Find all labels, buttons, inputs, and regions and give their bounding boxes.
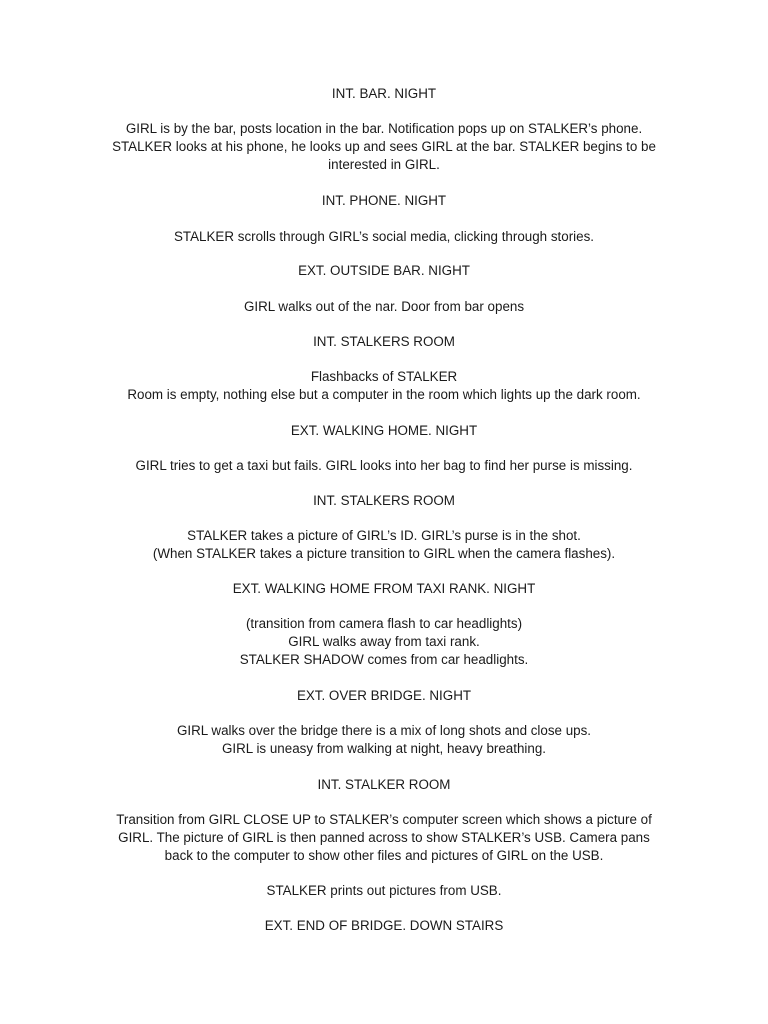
text-line: STALKER prints out pictures from USB.: [266, 883, 502, 898]
scene-heading: [80, 776, 688, 794]
action-paragraph: [80, 882, 688, 900]
action-paragraph: [80, 368, 688, 404]
text-line: (When STALKER takes a picture transition to GIRL when the camera flashes).: [152, 545, 616, 561]
text-line: INT. BAR. NIGHT: [331, 86, 437, 101]
text-line: EXT. OVER BRIDGE. NIGHT: [296, 688, 472, 703]
text-line: back to the computer to show other files and pictures of GIRL on the USB.: [164, 847, 604, 863]
action-paragraph: [80, 527, 688, 563]
text-line: GIRL walks out of the nar. Door from bar opens: [243, 299, 525, 314]
scene-heading: [80, 262, 688, 280]
text-line: INT. PHONE. NIGHT: [321, 193, 447, 208]
scene-heading: [80, 492, 688, 510]
text-line: interested in GIRL.: [328, 156, 440, 172]
text-line: STALKER takes a picture of GIRL’s ID. GIRL’s purse is in the shot.: [187, 528, 581, 543]
text-line: GIRL is by the bar, posts location in the bar. Notification pops up on STALKER’s phone.: [125, 121, 643, 136]
text-line: Room is empty, nothing else but a computer in the room which lights up the dark room.: [127, 386, 641, 402]
scene-heading: [80, 85, 688, 103]
text-line: STALKER looks at his phone, he looks up and sees GIRL at the bar. STALKER begins to be: [112, 138, 656, 154]
text-line: STALKER SHADOW comes from car headlights.: [239, 651, 529, 667]
text-line: STALKER scrolls through GIRL’s social media, clicking through stories.: [174, 229, 594, 244]
text-line: EXT. WALKING HOME. NIGHT: [290, 423, 478, 438]
text-line: EXT. WALKING HOME FROM TAXI RANK. NIGHT: [232, 581, 536, 596]
scene-heading: [80, 192, 688, 210]
action-paragraph: [80, 228, 688, 246]
scene-heading: [80, 333, 688, 351]
scene-heading: [80, 422, 688, 440]
text-line: EXT. END OF BRIDGE. DOWN STAIRS: [264, 918, 504, 933]
action-paragraph: [80, 120, 688, 173]
text-line: Transition from GIRL CLOSE UP to STALKER’s computer screen which shows a picture of: [116, 812, 652, 827]
scene-heading: [80, 687, 688, 705]
scene-heading: [80, 917, 688, 935]
action-paragraph: [80, 722, 688, 758]
text-line: INT. STALKERS ROOM: [313, 493, 455, 508]
text-line: GIRL walks over the bridge there is a mix of long shots and close ups.: [176, 723, 592, 738]
action-paragraph: [80, 811, 688, 864]
text-line: INT. STALKER ROOM: [317, 777, 451, 792]
action-paragraph: [80, 457, 688, 475]
text-line: Flashbacks of STALKER: [310, 369, 458, 384]
text-line: (transition from camera flash to car headlights): [245, 616, 523, 631]
text-line: GIRL tries to get a taxi but fails. GIRL looks into her bag to find her purse is missing.: [135, 458, 633, 473]
text-line: GIRL. The picture of GIRL is then panned across to show STALKER’s USB. Camera pans: [118, 829, 650, 845]
text-line: INT. STALKERS ROOM: [313, 334, 455, 349]
action-paragraph: [80, 298, 688, 316]
scene-heading: [80, 580, 688, 598]
text-line: GIRL is uneasy from walking at night, heavy breathing.: [221, 740, 547, 756]
text-line: GIRL walks away from taxi rank.: [288, 633, 480, 649]
text-line: EXT. OUTSIDE BAR. NIGHT: [298, 263, 470, 278]
action-paragraph: [80, 615, 688, 668]
